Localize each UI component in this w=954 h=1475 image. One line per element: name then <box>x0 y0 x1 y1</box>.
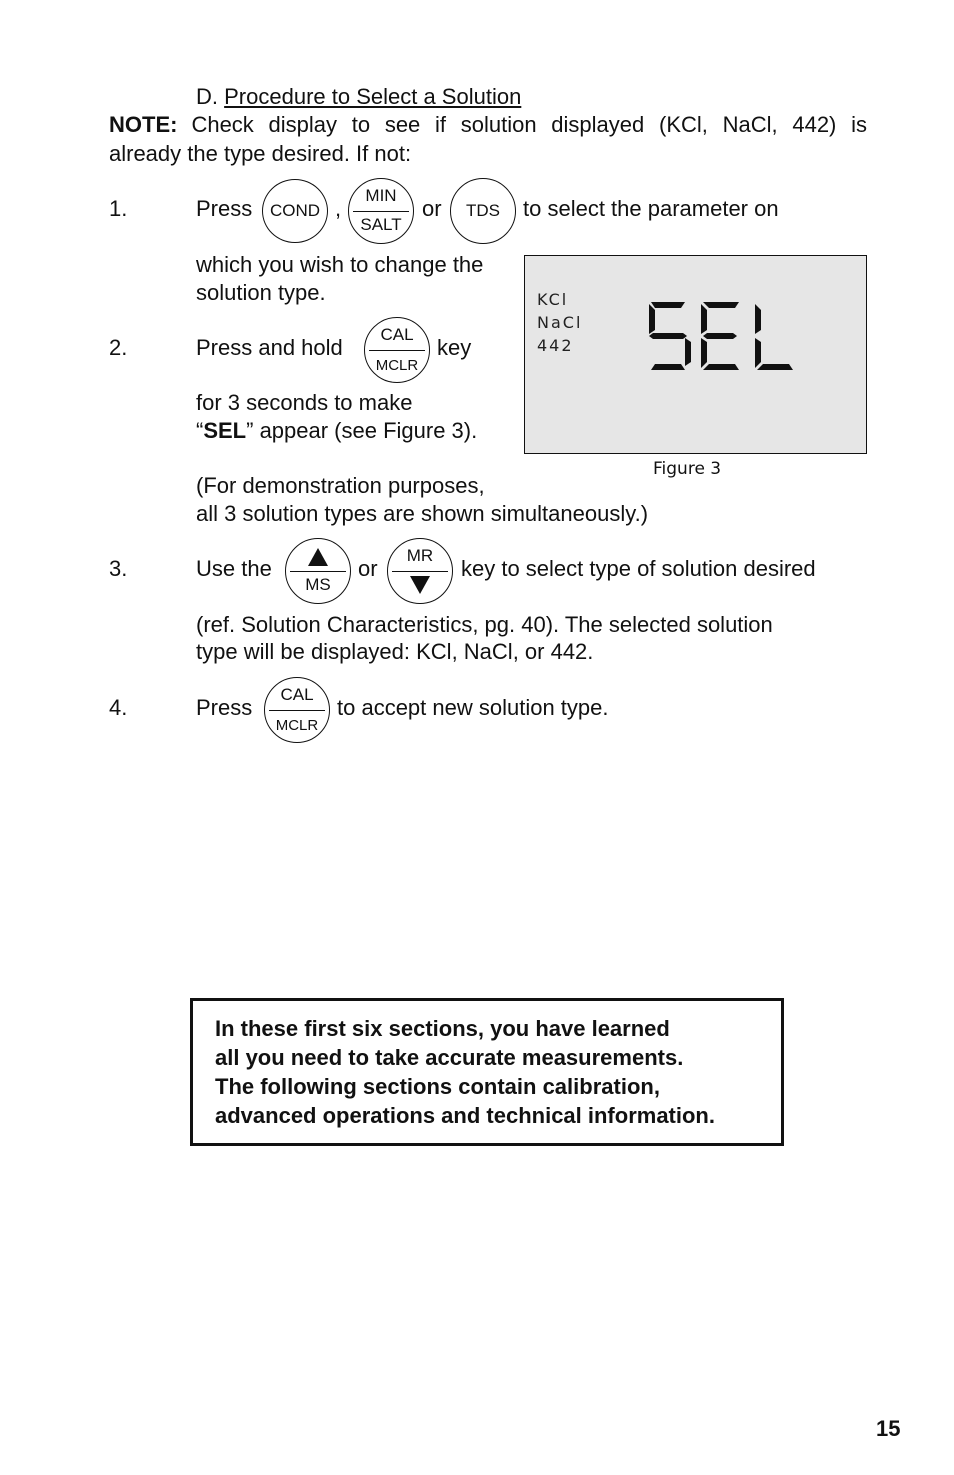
cal-key-divider <box>269 710 325 711</box>
min-salt-key-bottom: SALT <box>360 215 402 234</box>
step-1-pre: Press <box>196 196 253 221</box>
note-line-1 <box>109 112 867 138</box>
section-letter: D. <box>196 84 218 109</box>
section-heading <box>196 84 521 110</box>
step-1-sep1: , <box>335 196 342 221</box>
lcd-label-kcl: KCl <box>537 290 569 309</box>
note-text-1: Check display to see if solution displayed (KCl, NaCl, 442) is <box>191 112 867 137</box>
open-quote: “ <box>196 418 204 443</box>
step-2-post: key <box>437 335 472 360</box>
step-1-sep2: or <box>422 196 442 221</box>
step-2-pre: Press and hold <box>196 335 343 360</box>
step-1-number: 1. <box>109 196 128 221</box>
step-4-number: 4. <box>109 695 128 720</box>
cal-mclr-key-accept[interactable] <box>264 677 330 743</box>
cal-key-top: CAL <box>380 325 414 344</box>
cal-key-top: CAL <box>280 685 314 704</box>
down-arrow-icon <box>410 576 430 594</box>
min-salt-key-divider <box>353 211 409 212</box>
step-3-post: key to select type of solution desired <box>461 556 816 581</box>
mr-down-key-divider <box>392 571 448 572</box>
tds-key-label: TDS <box>466 201 500 220</box>
step-1-post: to select the parameter on <box>523 196 779 221</box>
step-3-number: 3. <box>109 556 128 581</box>
step-3-sep: or <box>358 556 378 581</box>
step-2-line4: (For demonstration purposes, <box>196 473 485 498</box>
step-3-line2: (ref. Solution Characteristics, pg. 40). The selected solution <box>196 612 773 637</box>
sel-bold: SEL <box>203 418 247 443</box>
step-3-pre: Use the <box>196 556 272 581</box>
tds-key[interactable] <box>450 178 516 244</box>
step-2-number: 2. <box>109 335 128 360</box>
summary-line-3: The following sections contain calibration, <box>215 1074 660 1099</box>
mr-key-label: MR <box>406 546 434 565</box>
summary-callout-box <box>190 998 784 1146</box>
summary-line-4: advanced operations and technical information. <box>215 1103 715 1128</box>
cal-mclr-key[interactable] <box>364 317 430 383</box>
note-label: NOTE: <box>109 112 178 137</box>
summary-line-1: In these first six sections, you have learned <box>215 1016 670 1041</box>
note-text-2: already the type desired. If not: <box>109 141 412 166</box>
min-salt-key[interactable] <box>348 178 414 244</box>
up-ms-key-divider <box>290 571 346 572</box>
step-2-line3 <box>196 418 477 444</box>
step-4-pre: Press <box>196 695 253 720</box>
step-2-line5: all 3 solution types are shown simultaneously.) <box>196 501 649 526</box>
cal-key-divider <box>369 350 425 351</box>
section-title: Procedure to Select a Solution <box>224 84 522 109</box>
up-arrow-icon <box>308 548 328 566</box>
summary-line-2: all you need to take accurate measurements. <box>215 1045 684 1070</box>
up-ms-key[interactable] <box>285 538 351 604</box>
step-1-line2: which you wish to change the <box>196 252 484 277</box>
ms-key-label: MS <box>305 575 331 594</box>
cond-key-label: COND <box>269 201 321 220</box>
cal-key-bottom: MCLR <box>375 357 419 374</box>
step-2-line2: for 3 seconds to make <box>196 390 413 415</box>
lcd-display-figure <box>524 255 867 454</box>
mr-down-key[interactable] <box>387 538 453 604</box>
min-salt-key-top: MIN <box>365 186 397 205</box>
lcd-label-442: 442 <box>537 336 574 355</box>
figure-caption: Figure 3 <box>653 459 722 479</box>
step-1-line3: solution type. <box>196 280 326 305</box>
step-4-post: to accept new solution type. <box>337 695 609 720</box>
lcd-segment-text-sel <box>645 300 795 372</box>
lcd-label-nacl: NaCl <box>537 313 583 332</box>
step-2-line3-rest: ” appear (see Figure 3). <box>246 418 478 443</box>
cal-key-bottom: MCLR <box>275 717 319 734</box>
step-3-line3: type will be displayed: KCl, NaCl, or 442. <box>196 639 594 664</box>
cond-key[interactable] <box>262 179 328 243</box>
page-number: 15 <box>876 1416 901 1441</box>
